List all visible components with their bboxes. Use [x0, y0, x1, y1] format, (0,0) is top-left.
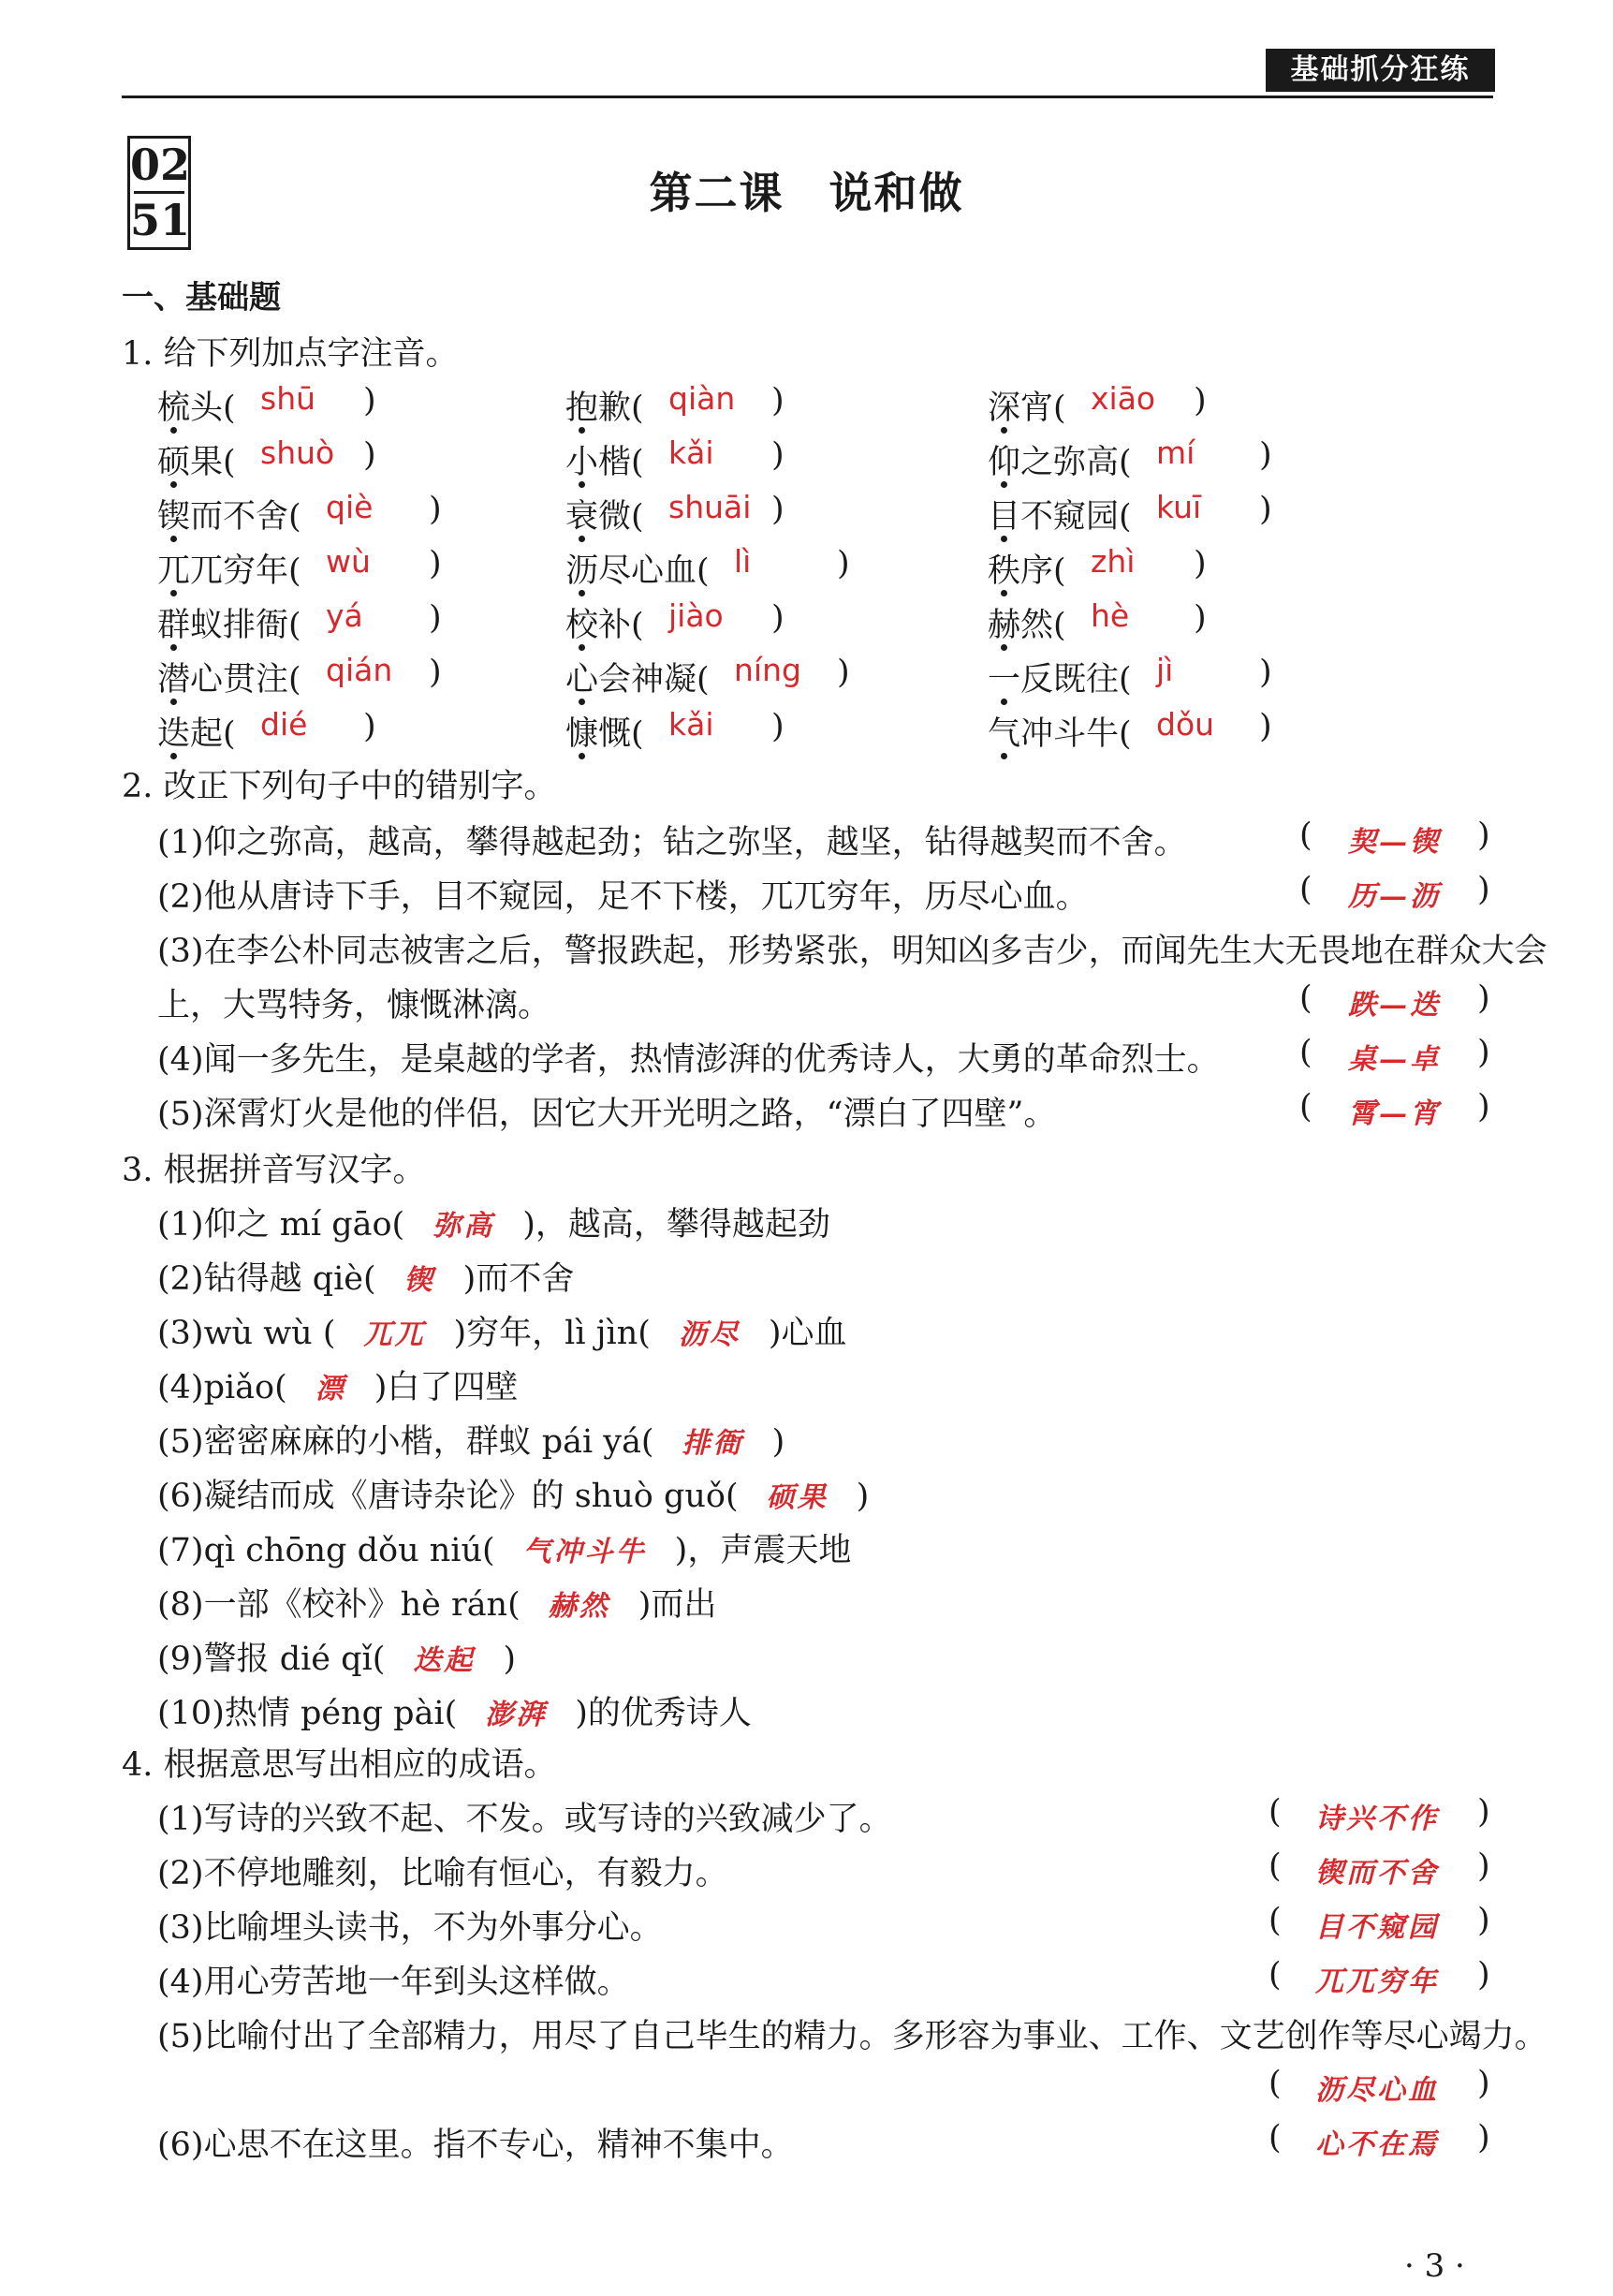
definition-text: (1)写诗的兴致不起、不发。或写诗的兴致减少了。 — [157, 1801, 892, 1838]
pinyin-item-close: ) — [1259, 654, 1272, 691]
pinyin-answer: níng — [734, 652, 801, 688]
fill-item — [157, 1687, 752, 1734]
pinyin-item-word: 赫然( — [988, 607, 1066, 644]
emphasis-dot — [579, 481, 585, 488]
fill-item-suffix: ) — [503, 1641, 517, 1678]
emphasis-dot — [1001, 427, 1007, 434]
pinyin-item-word: 迭起( — [157, 715, 236, 753]
definition-text: (2)不停地雕刻，比喻有恒心，有毅力。 — [157, 1855, 728, 1892]
answer-bracket-open: ( — [1268, 1847, 1282, 1885]
answer-bracket-close: ) — [1477, 1847, 1490, 1885]
page-title: 第二课 说和做 — [649, 168, 964, 218]
pinyin-item-word: 气冲斗牛( — [988, 715, 1132, 753]
pinyin-answer: shuāi — [668, 489, 752, 525]
fill-item-prefix: (8)一部《校补》hè rán( — [157, 1586, 521, 1624]
pinyin-item-close: ) — [1194, 545, 1207, 582]
page-number: · 3 · — [1404, 2247, 1465, 2285]
fill-item-suffix: )而出 — [638, 1586, 717, 1624]
pinyin-item-close: ) — [429, 654, 442, 691]
answer-bracket-close: ) — [1477, 2119, 1490, 2156]
pinyin-answer: dié — [260, 706, 308, 743]
handwritten-answer: 沥尽 — [678, 1318, 741, 1351]
fill-item-suffix: )心血 — [768, 1315, 847, 1352]
pinyin-item-close: ) — [429, 491, 442, 528]
handwritten-answer: 硕果 — [766, 1481, 828, 1514]
pinyin-item-word: 衰微( — [565, 498, 644, 536]
pinyin-item-close: ) — [429, 545, 442, 582]
definition-text: (6)心思不在这里。指不专心，精神不集中。 — [157, 2127, 794, 2164]
emphasis-dot — [170, 590, 177, 596]
answer-bracket-open: ( — [1268, 2119, 1282, 2156]
definition-text: (3)比喻埋头读书，不为外事分心。 — [157, 1909, 663, 1947]
fill-item-suffix: )的优秀诗人 — [575, 1695, 752, 1732]
emphasis-dot — [170, 481, 177, 488]
sentence-text: 上，大骂特务，慷慨淋漓。 — [157, 987, 551, 1024]
pinyin-item-word: 小楷( — [565, 444, 644, 481]
pinyin-item-word: 深宵( — [988, 390, 1066, 427]
sentence-text: (3)在李公朴同志被害之后，警报跌起，形势紧张，明知凶多吉少，而闻先生大无畏地在群众大会 — [157, 933, 1547, 970]
fill-item — [157, 1416, 785, 1463]
fill-item-suffix: )而不舍 — [462, 1260, 575, 1298]
fill-item-prefix: (5)密密麻麻的小楷，群蚁 pái yá( — [157, 1423, 654, 1461]
pinyin-item-close: ) — [363, 708, 376, 745]
emphasis-dot — [579, 590, 585, 596]
correction-answer: 契—锲 — [1348, 826, 1441, 859]
answer-bracket-open: ( — [1299, 1034, 1312, 1071]
correction-answer: 桌—卓 — [1348, 1043, 1441, 1076]
pinyin-answer: dǒu — [1156, 706, 1215, 743]
answer-bracket-close: ) — [1477, 979, 1490, 1017]
fill-item-prefix: (10)热情 péng pài( — [157, 1695, 458, 1732]
pinyin-item-word: 群蚁排衙( — [157, 607, 301, 644]
answer-bracket-open: ( — [1299, 1088, 1312, 1126]
handwritten-answer: 漂 — [315, 1373, 346, 1406]
answer-bracket-close: ) — [1477, 871, 1490, 908]
fill-item-suffix: )，越高，攀得越起劲 — [522, 1206, 830, 1244]
question-1-stem: 1. 给下列加点字注音。 — [122, 335, 459, 373]
sentence-text: (2)他从唐诗下手，目不窥园，足不下楼，兀兀穷年，历尽心血。 — [157, 878, 1089, 916]
fill-item — [157, 1524, 851, 1571]
sentence-text: (1)仰之弥高，越高，攀得越起劲；钻之弥坚，越坚，钻得越契而不舍。 — [157, 824, 1187, 861]
pinyin-item-close: ) — [363, 436, 376, 474]
pinyin-answer: zhì — [1091, 543, 1136, 580]
sentence-text: (5)深霄灯火是他的伴侣，因它大开光明之路，“漂白了四壁”。 — [157, 1096, 1057, 1133]
idiom-answer: 目不窥园 — [1315, 1911, 1439, 1944]
definition-text: (4)用心劳苦地一年到头这样做。 — [157, 1964, 630, 2001]
pinyin-answer: qiàn — [668, 380, 736, 417]
pinyin-answer: hè — [1091, 597, 1130, 634]
handwritten-answer: 排衙 — [682, 1427, 744, 1460]
answer-bracket-close: ) — [1477, 1902, 1490, 1939]
correction-answer: 历—沥 — [1348, 880, 1441, 913]
pinyin-item-word: 校补( — [565, 607, 644, 644]
correction-answer: 跌—迭 — [1348, 989, 1441, 1022]
section-badge: 基础抓分狂练 — [1266, 49, 1495, 92]
idiom-answer: 锲而不舍 — [1315, 1857, 1439, 1890]
pinyin-item-word: 抱歉( — [565, 390, 644, 427]
fill-item-prefix: (7)qì chōng dǒu niú( — [157, 1532, 495, 1569]
emphasis-dot — [170, 644, 177, 651]
emphasis-dot — [579, 536, 585, 542]
answer-bracket-close: ) — [1477, 1034, 1490, 1071]
section-heading: 一、基础题 — [122, 279, 281, 316]
answer-bracket-open: ( — [1299, 979, 1312, 1017]
fill-item-prefix: (4)piǎo( — [157, 1369, 287, 1406]
fill-item-prefix: (6)凝结而成《唐诗杂论》的 shuò guǒ( — [157, 1478, 739, 1515]
answer-bracket-open: ( — [1268, 2065, 1282, 2102]
pinyin-item-close: ) — [1259, 436, 1272, 474]
pinyin-answer: shuò — [260, 434, 335, 471]
emphasis-dot — [1001, 590, 1007, 596]
pinyin-answer: kuī — [1156, 489, 1202, 525]
emphasis-dot — [170, 699, 177, 705]
answer-bracket-open: ( — [1299, 871, 1312, 908]
pinyin-item-word: 梳头( — [157, 390, 236, 427]
answer-bracket-open: ( — [1299, 817, 1312, 854]
question-4-stem: 4. 根据意思写出相应的成语。 — [122, 1746, 557, 1784]
fill-item-prefix: (2)钻得越 qiè( — [157, 1260, 376, 1298]
fill-item — [157, 1199, 830, 1245]
answer-bracket-open: ( — [1268, 1902, 1282, 1939]
pinyin-answer: qián — [326, 652, 393, 688]
pinyin-item-word: 硕果( — [157, 444, 236, 481]
pinyin-item-close: ) — [1194, 382, 1207, 419]
handwritten-answer: 澎湃 — [485, 1699, 548, 1731]
answer-bracket-close: ) — [1477, 1793, 1490, 1831]
correction-answer: 霄—宵 — [1348, 1097, 1441, 1130]
emphasis-dot — [1001, 481, 1007, 488]
lesson-number-top: 02 — [130, 140, 191, 190]
handwritten-answer: 迭起 — [413, 1644, 476, 1677]
answer-bracket-close: ) — [1477, 1088, 1490, 1126]
fill-item-suffix: )，声震天地 — [674, 1532, 852, 1569]
pinyin-item-close: ) — [771, 599, 785, 637]
emphasis-dot — [1001, 699, 1007, 705]
answer-bracket-open: ( — [1268, 1956, 1282, 1994]
pinyin-item-close: ) — [771, 708, 785, 745]
pinyin-answer: qiè — [326, 489, 374, 525]
handwritten-answer: 气冲斗牛 — [522, 1536, 647, 1568]
pinyin-item-close: ) — [771, 491, 785, 528]
pinyin-item-close: ) — [429, 599, 442, 637]
emphasis-dot — [1001, 536, 1007, 542]
handwritten-answer: 兀兀 — [363, 1318, 426, 1351]
answer-bracket-close: ) — [1477, 2065, 1490, 2102]
idiom-answer: 沥尽心血 — [1315, 2074, 1439, 2107]
question-3-stem: 3. 根据拼音写汉字。 — [122, 1152, 426, 1189]
pinyin-item-close: ) — [363, 382, 376, 419]
handwritten-answer: 弥高 — [433, 1210, 495, 1243]
pinyin-answer: yá — [326, 597, 363, 634]
fill-item — [157, 1633, 516, 1680]
pinyin-answer: mí — [1156, 434, 1195, 471]
pinyin-item-word: 秩序( — [988, 552, 1066, 590]
answer-bracket-close: ) — [1477, 817, 1490, 854]
sentence-text: (4)闻一多先生，是桌越的学者，热情澎湃的优秀诗人，大勇的革命烈士。 — [157, 1041, 1220, 1079]
emphasis-dot — [579, 699, 585, 705]
lesson-number-bottom: 51 — [130, 195, 191, 245]
pinyin-item-close: ) — [837, 654, 850, 691]
answer-bracket-close: ) — [1477, 1956, 1490, 1994]
pinyin-item-word: 目不窥园( — [988, 498, 1132, 536]
fill-item-prefix: (1)仰之 mí gāo( — [157, 1206, 405, 1244]
pinyin-item-close: ) — [1259, 708, 1272, 745]
emphasis-dot — [579, 427, 585, 434]
pinyin-answer: wù — [326, 543, 371, 580]
handwritten-answer: 锲 — [403, 1264, 435, 1297]
pinyin-item-word: 兀兀穷年( — [157, 552, 301, 590]
pinyin-item-word: 慷慨( — [565, 715, 644, 753]
pinyin-item-word: 沥尽心血( — [565, 552, 710, 590]
pinyin-answer: kǎi — [668, 706, 714, 743]
pinyin-item-close: ) — [771, 382, 785, 419]
fill-item-suffix: )白了四壁 — [374, 1369, 519, 1406]
pinyin-item-word: 锲而不舍( — [157, 498, 301, 536]
emphasis-dot — [579, 753, 585, 759]
emphasis-dot — [1001, 644, 1007, 651]
fill-item-suffix: ) — [856, 1478, 870, 1515]
idiom-answer: 心不在焉 — [1315, 2128, 1439, 2161]
pinyin-answer: jì — [1156, 652, 1174, 688]
emphasis-dot — [170, 427, 177, 434]
question-2-stem: 2. 改正下列句子中的错别字。 — [122, 768, 557, 805]
idiom-answer: 诗兴不作 — [1315, 1803, 1439, 1835]
answer-bracket-open: ( — [1268, 1793, 1282, 1831]
pinyin-answer: shū — [260, 380, 316, 417]
pinyin-item-word: 仰之弥高( — [988, 444, 1132, 481]
emphasis-dot — [1001, 753, 1007, 759]
fill-item-prefix: (9)警报 dié qǐ( — [157, 1641, 386, 1678]
pinyin-item-close: ) — [1194, 599, 1207, 637]
idiom-answer: 兀兀穷年 — [1315, 1965, 1439, 1998]
pinyin-answer: kǎi — [668, 434, 714, 471]
pinyin-item-word: 一反既往( — [988, 661, 1132, 699]
pinyin-answer: lì — [734, 543, 752, 580]
pinyin-item-word: 潜心贯注( — [157, 661, 301, 699]
fill-item — [157, 1470, 869, 1517]
fill-item — [157, 1253, 574, 1300]
pinyin-item-close: ) — [837, 545, 850, 582]
pinyin-answer: xiāo — [1091, 380, 1156, 417]
fill-item-suffix: )穷年，lì jìn( — [453, 1315, 651, 1352]
pinyin-item-word: 心会神凝( — [565, 661, 710, 699]
fill-item — [157, 1307, 847, 1354]
emphasis-dot — [579, 644, 585, 651]
fill-item — [157, 1361, 518, 1408]
pinyin-item-close: ) — [771, 436, 785, 474]
fill-item-suffix: ) — [771, 1423, 785, 1461]
header-rule — [122, 96, 1493, 98]
fill-item — [157, 1579, 716, 1626]
emphasis-dot — [170, 753, 177, 759]
pinyin-item-close: ) — [1259, 491, 1272, 528]
fill-item-prefix: (3)wù wù ( — [157, 1315, 336, 1352]
handwritten-answer: 赫然 — [548, 1590, 610, 1623]
pinyin-answer: jiào — [668, 597, 724, 634]
emphasis-dot — [170, 536, 177, 542]
definition-text: (5)比喻付出了全部精力，用尽了自己毕生的精力。多形容为事业、工作、文艺创作等尽心竭力。 — [157, 2018, 1547, 2055]
